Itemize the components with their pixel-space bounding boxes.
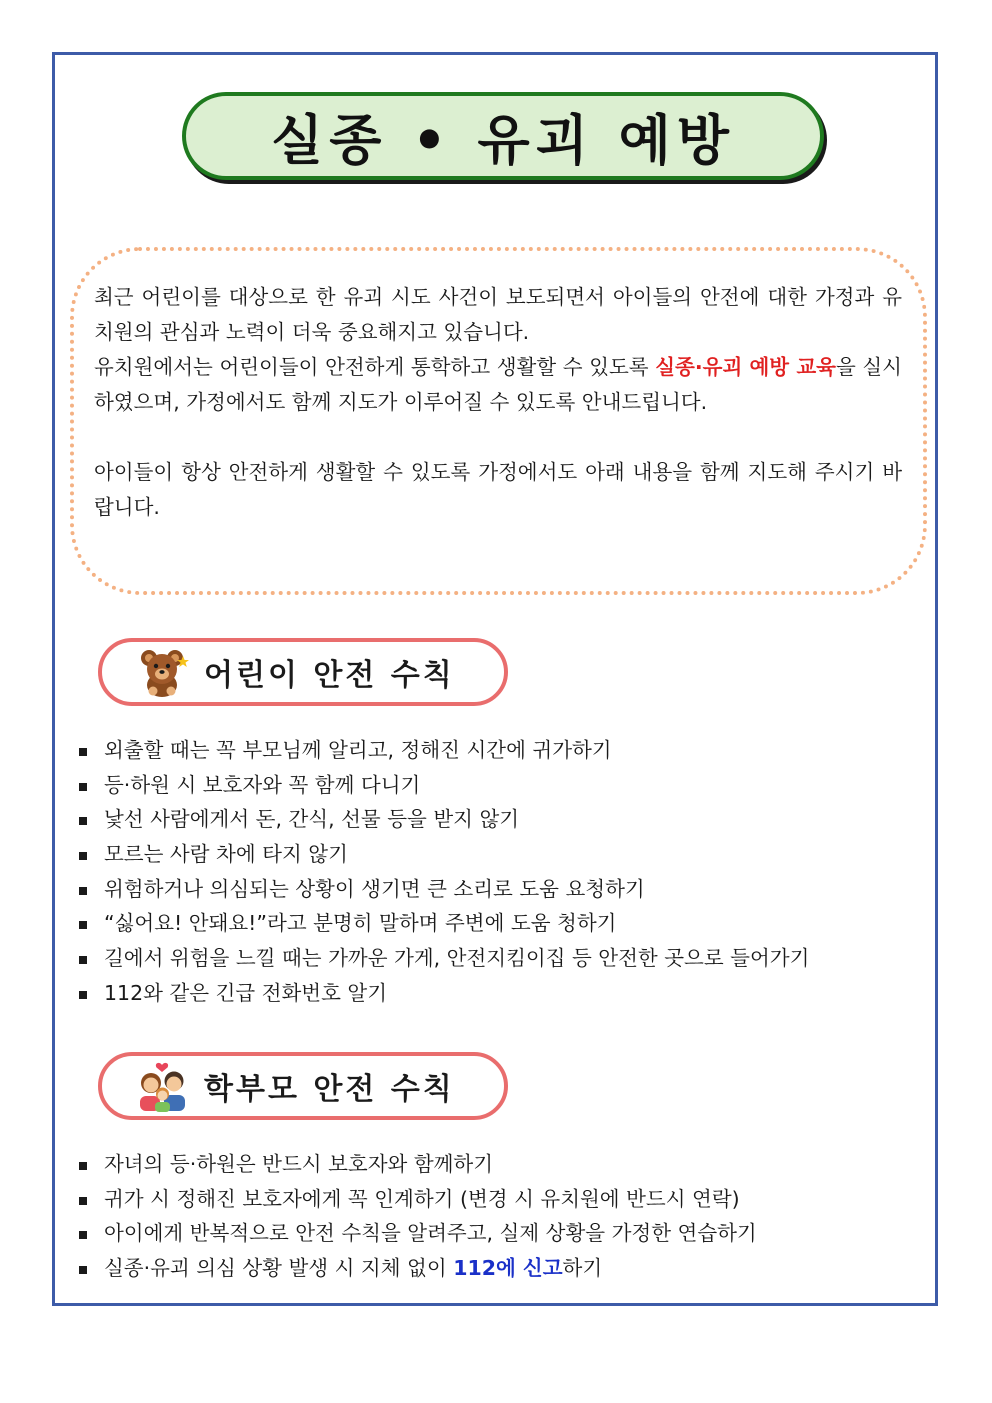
intro-highlight: 실종·유괴 예방 교육: [655, 355, 836, 379]
child-section-heading: [98, 638, 508, 706]
intro-paragraph-2: [94, 350, 902, 420]
intro-paragraph-3: 아이들이 항상 안전하게 생활할 수 있도록 가정에서도 아래 내용을 함께 지도해 주시기 바랍니다.: [94, 460, 902, 519]
report-rule-after: 하기: [562, 1256, 603, 1281]
intro-p2-after: 을 실시하였으며, 가정에서도 함께 지도가 이루어질 수 있도록 안내드립니다.: [94, 355, 902, 414]
list-item: 모르는 사람 차에 타지 않기: [78, 837, 809, 872]
parent-rules-list: [78, 1147, 757, 1286]
report-highlight: 112에 신고: [453, 1256, 563, 1281]
parent-section-title: 학부모 안전 수칙: [204, 1072, 455, 1107]
child-rules-list: [78, 733, 809, 1011]
report-rule-before: 실종·유괴 의심 상황 발생 시 지체 없이: [104, 1256, 454, 1281]
list-item: 길에서 위험을 느낄 때는 가까운 가게, 안전지킴이집 등 안전한 곳으로 들어가기: [78, 941, 809, 976]
child-section-title: 어린이 안전 수칙: [204, 658, 455, 693]
title-banner: [182, 92, 824, 180]
list-item: 낯선 사람에게서 돈, 간식, 선물 등을 받지 않기: [78, 802, 809, 837]
list-item: “싫어요! 안돼요!”라고 분명히 말하며 주변에 도움 청하기: [78, 906, 809, 941]
list-item: [78, 1251, 757, 1286]
list-item: 외출할 때는 꼭 부모님께 알리고, 정해진 시간에 귀가하기: [78, 733, 809, 768]
paragraph-gap: [94, 420, 902, 455]
list-item: 등·하원 시 보호자와 꼭 함께 다니기: [78, 768, 809, 803]
family-icon: [136, 1059, 190, 1113]
teddy-bear-icon: [136, 645, 190, 699]
page-title: 실종 • 유괴 예방: [271, 108, 735, 172]
list-item: 112와 같은 긴급 전화번호 알기: [78, 976, 809, 1011]
parent-section-heading: [98, 1052, 508, 1120]
intro-paragraph-1: 최근 어린이를 대상으로 한 유괴 시도 사건이 보도되면서 아이들의 안전에 대한 가정과 유치원의 관심과 노력이 더욱 중요해지고 있습니다.: [94, 285, 902, 344]
list-item: 자녀의 등·하원은 반드시 보호자와 함께하기: [78, 1147, 757, 1182]
intro-p2-before: 유치원에서는 어린이들이 안전하게 통학하고 생활할 수 있도록: [94, 355, 656, 379]
intro-text: [94, 280, 902, 525]
list-item: 귀가 시 정해진 보호자에게 꼭 인계하기 (변경 시 유치원에 반드시 연락): [78, 1182, 757, 1217]
list-item: 아이에게 반복적으로 안전 수칙을 알려주고, 실제 상황을 가정한 연습하기: [78, 1216, 757, 1251]
list-item: 위험하거나 의심되는 상황이 생기면 큰 소리로 도움 요청하기: [78, 872, 809, 907]
